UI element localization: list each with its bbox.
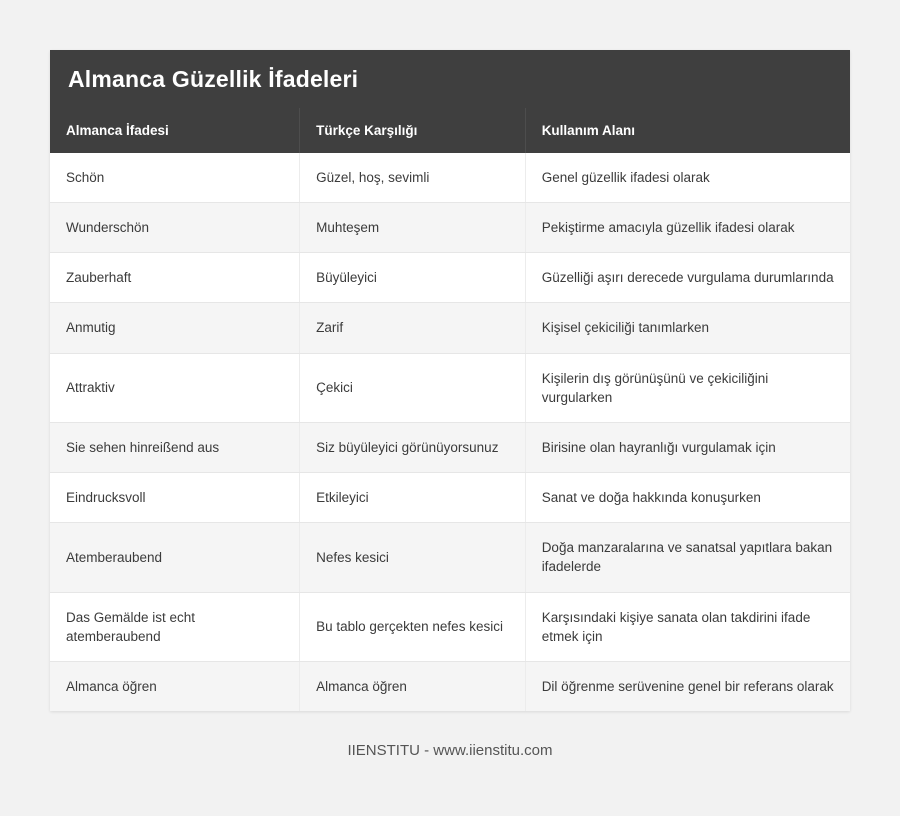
cell-german: Eindrucksvoll bbox=[50, 473, 300, 523]
cell-turkish: Nefes kesici bbox=[300, 523, 526, 592]
cell-usage: Güzelliği aşırı derecede vurgulama durumlarında bbox=[525, 253, 850, 303]
cell-german: Sie sehen hinreißend aus bbox=[50, 422, 300, 472]
column-header-turkish: Türkçe Karşılığı bbox=[300, 108, 526, 153]
table-row bbox=[50, 153, 850, 203]
page-title: Almanca Güzellik İfadeleri bbox=[68, 65, 359, 92]
cell-usage: Dil öğrenme serüvenine genel bir referans olarak bbox=[525, 661, 850, 711]
cell-german: Almanca öğren bbox=[50, 661, 300, 711]
cell-usage: Kişisel çekiciliği tanımlarken bbox=[525, 303, 850, 353]
table-row bbox=[50, 253, 850, 303]
cell-german: Anmutig bbox=[50, 303, 300, 353]
table-row bbox=[50, 353, 850, 422]
footer-attribution: IIENSTITU - www.iienstitu.com bbox=[347, 742, 553, 759]
column-header-usage: Kullanım Alanı bbox=[525, 108, 850, 153]
cell-turkish: Muhteşem bbox=[300, 203, 526, 253]
cell-usage: Kişilerin dış görünüşünü ve çekiciliğini vurgularken bbox=[525, 353, 850, 422]
table-row bbox=[50, 303, 850, 353]
table-row bbox=[50, 523, 850, 592]
cell-german: Schön bbox=[50, 153, 300, 203]
table-body bbox=[50, 153, 850, 711]
cell-turkish: Etkileyici bbox=[300, 473, 526, 523]
cell-german: Atemberaubend bbox=[50, 523, 300, 592]
cell-german: Attraktiv bbox=[50, 353, 300, 422]
cell-usage: Genel güzellik ifadesi olarak bbox=[525, 153, 850, 203]
cell-usage: Sanat ve doğa hakkında konuşurken bbox=[525, 473, 850, 523]
cell-usage: Doğa manzaralarına ve sanatsal yapıtlara bakan ifadelerde bbox=[525, 523, 850, 592]
expressions-table-card bbox=[50, 50, 850, 711]
table-row bbox=[50, 473, 850, 523]
cell-german: Wunderschön bbox=[50, 203, 300, 253]
table-header-row bbox=[50, 108, 850, 153]
table-head bbox=[50, 108, 850, 153]
cell-turkish: Bu tablo gerçekten nefes kesici bbox=[300, 592, 526, 661]
cell-usage: Birisine olan hayranlığı vurgulamak için bbox=[525, 422, 850, 472]
cell-usage: Pekiştirme amacıyla güzellik ifadesi olarak bbox=[525, 203, 850, 253]
cell-turkish: Zarif bbox=[300, 303, 526, 353]
table-title-bar bbox=[50, 50, 850, 108]
column-header-german: Almanca İfadesi bbox=[50, 108, 300, 153]
cell-turkish: Siz büyüleyici görünüyorsunuz bbox=[300, 422, 526, 472]
cell-turkish: Büyüleyici bbox=[300, 253, 526, 303]
cell-german: Zauberhaft bbox=[50, 253, 300, 303]
table-row bbox=[50, 422, 850, 472]
table-row bbox=[50, 592, 850, 661]
cell-turkish: Çekici bbox=[300, 353, 526, 422]
cell-usage: Karşısındaki kişiye sanata olan takdirini ifade etmek için bbox=[525, 592, 850, 661]
cell-turkish: Almanca öğren bbox=[300, 661, 526, 711]
cell-german: Das Gemälde ist echt atemberaubend bbox=[50, 592, 300, 661]
table-row bbox=[50, 203, 850, 253]
cell-turkish: Güzel, hoş, sevimli bbox=[300, 153, 526, 203]
expressions-table bbox=[50, 108, 850, 711]
table-row bbox=[50, 661, 850, 711]
